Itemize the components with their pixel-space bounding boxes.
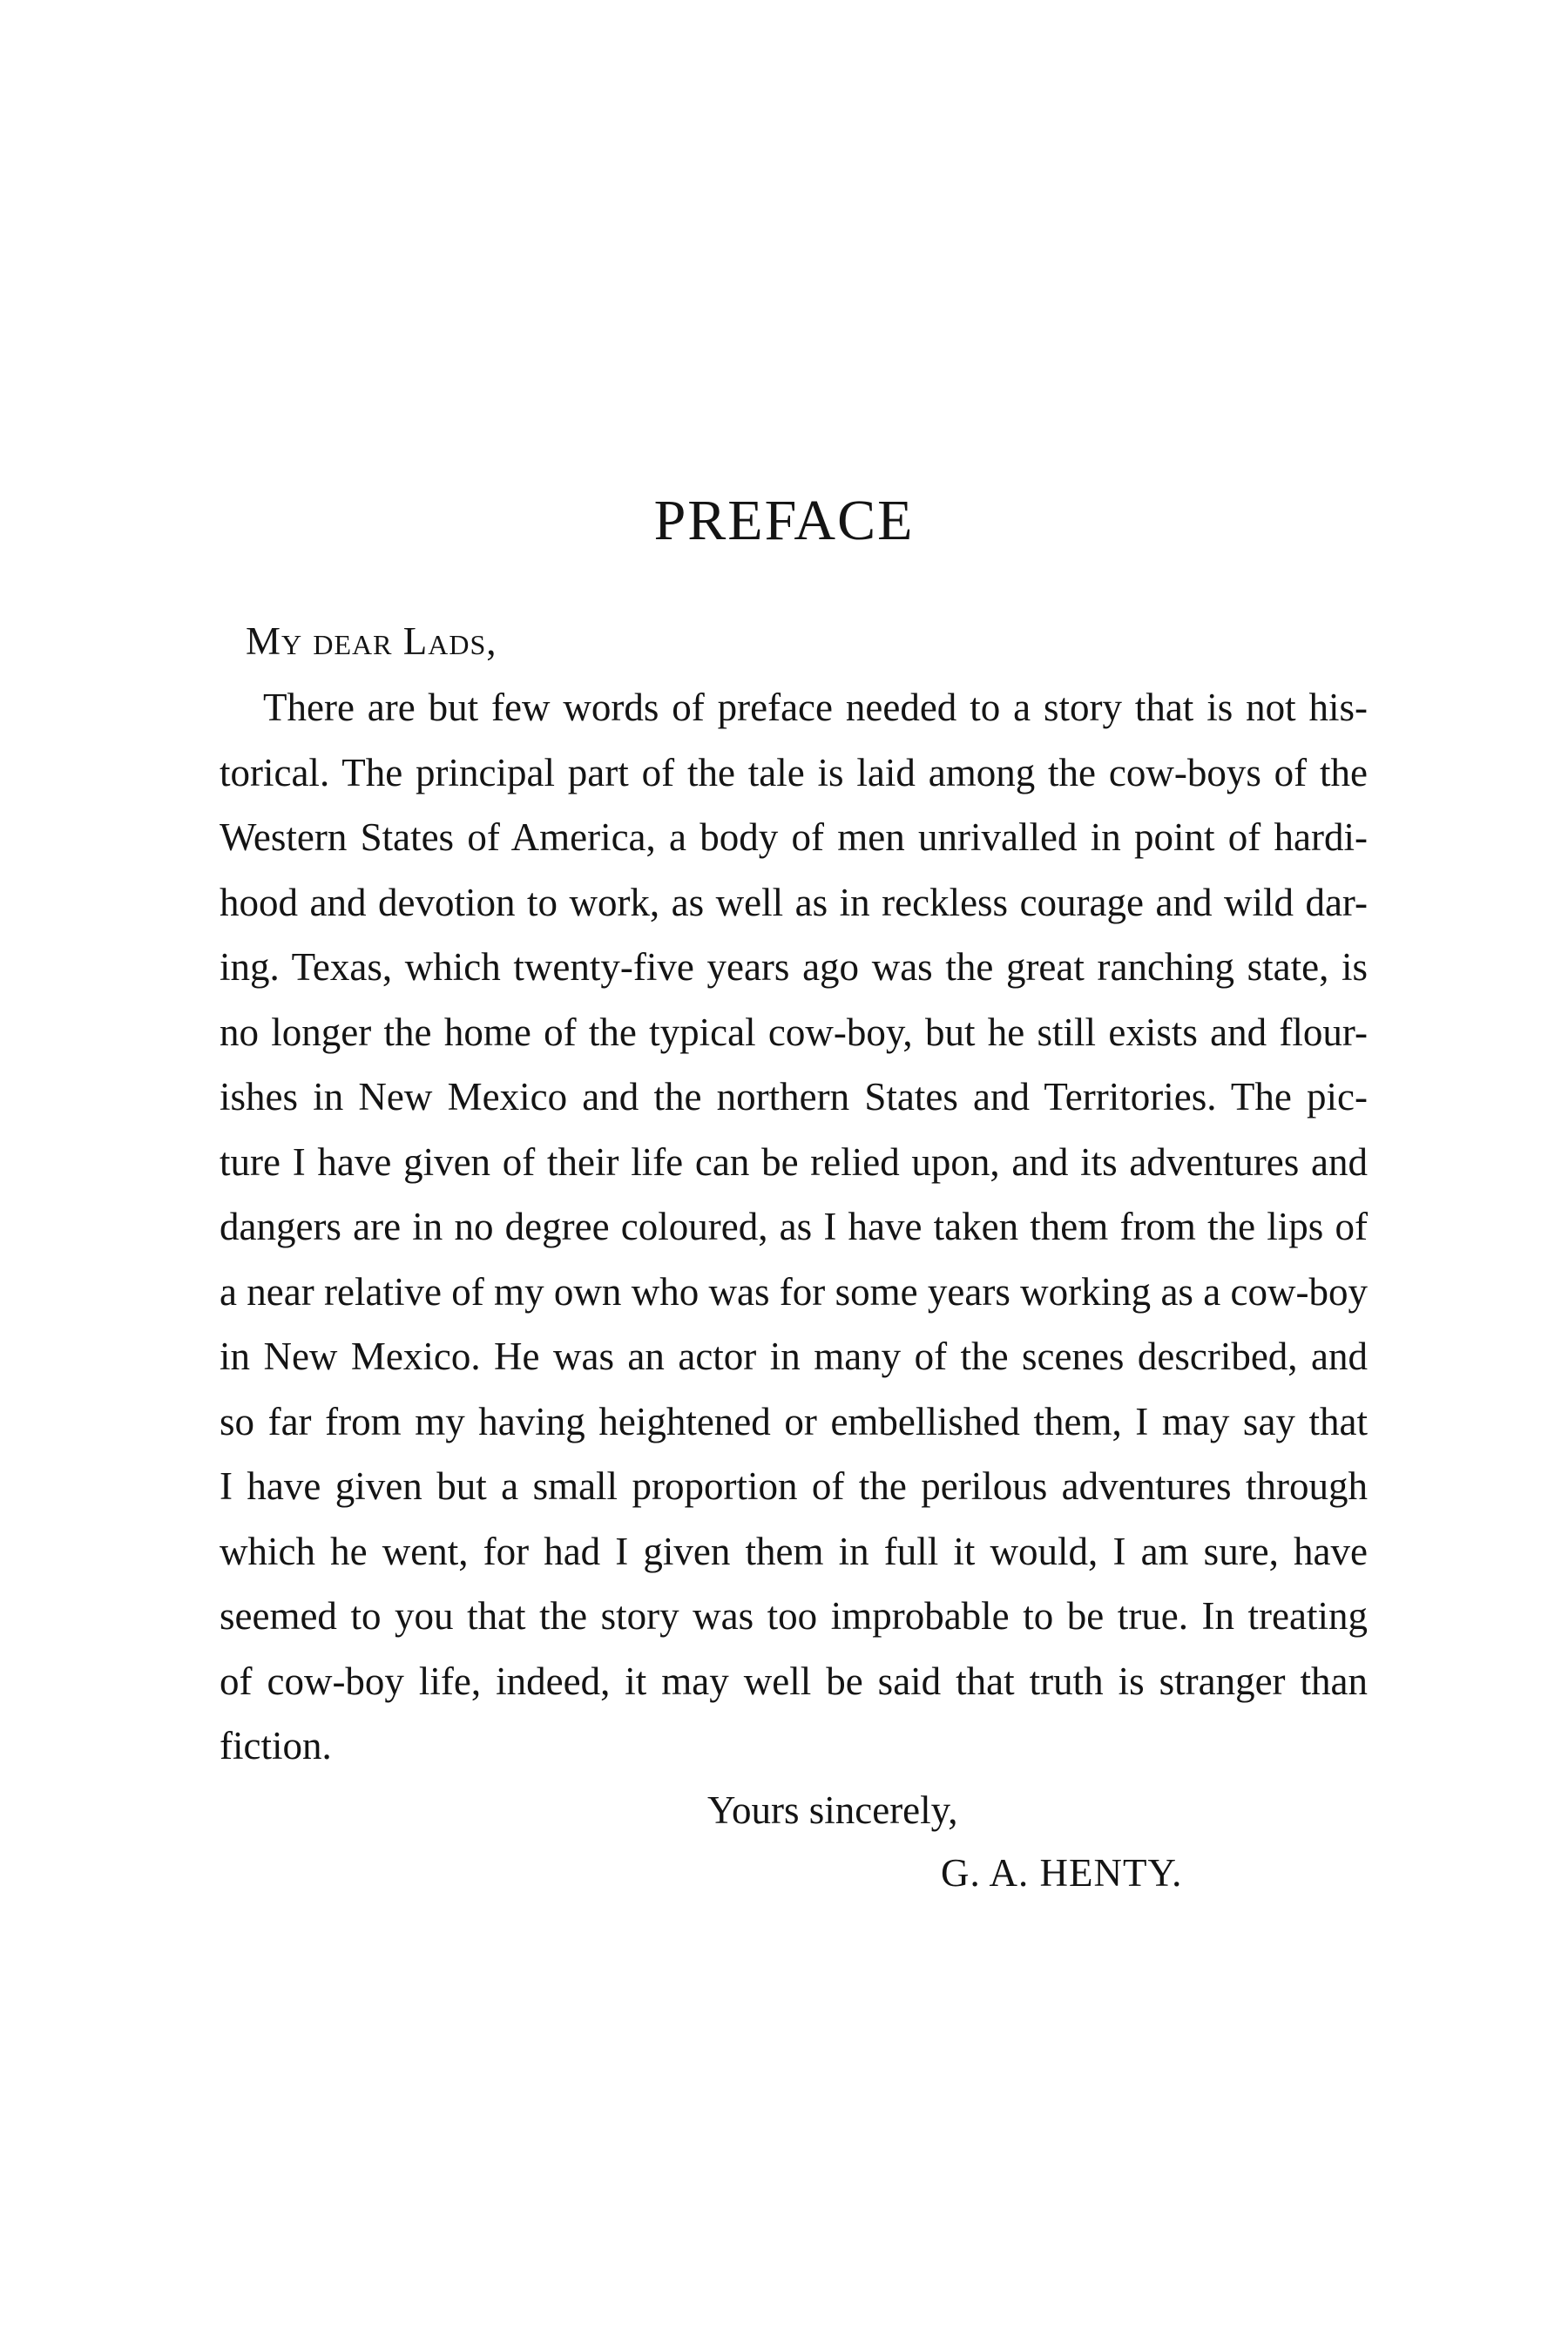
body-line: fiction. <box>220 1724 332 1767</box>
page-title: PREFACE <box>653 489 915 552</box>
body-line: torical. The principal part of the tale is laid among the cow-boys of the <box>220 750 1368 794</box>
body-line: dangers are in no degree coloured, as I have taken them from the lips of <box>220 1205 1368 1248</box>
body-line: Western States of America, a body of men unrivalled in point of hardi- <box>220 815 1368 859</box>
body-line: of cow-boy life, indeed, it may well be said that truth is stranger than <box>220 1659 1368 1703</box>
body-line: no longer the home of the typical cow-boy, but he still exists and flour- <box>220 1010 1368 1054</box>
body-line: hood and devotion to work, as well as in reckless courage and wild dar- <box>220 880 1368 924</box>
body-line: ishes in New Mexico and the northern States and Territories. The pic- <box>220 1075 1368 1119</box>
body-line: in New Mexico. He was an actor in many of the scenes described, and <box>220 1335 1368 1378</box>
body-line: ture I have given of their life can be relied upon, and its adventures and <box>220 1139 1368 1184</box>
salutation: My dear Lads, <box>246 619 497 663</box>
body-line: so far from my having heightened or embellished them, I may say that <box>220 1399 1368 1443</box>
body-line: seemed to you that the story was too improbable to be true. In treating <box>220 1594 1368 1638</box>
signature: G. A. HENTY. <box>941 1851 1183 1895</box>
closing: Yours sincerely, <box>707 1788 958 1832</box>
body-line: There are but few words of preface needed to a story that is not his- <box>263 686 1368 729</box>
body-line: which he went, for had I given them in full it would, I am sure, have <box>220 1529 1368 1573</box>
body-line: a near relative of my own who was for some years working as a cow-boy <box>220 1269 1368 1314</box>
preface-body <box>220 675 1368 1779</box>
body-line: I have given but a small proportion of the perilous adventures through <box>220 1464 1368 1508</box>
body-line: ing. Texas, which twenty-five years ago was the great ranching state, is <box>220 945 1368 989</box>
